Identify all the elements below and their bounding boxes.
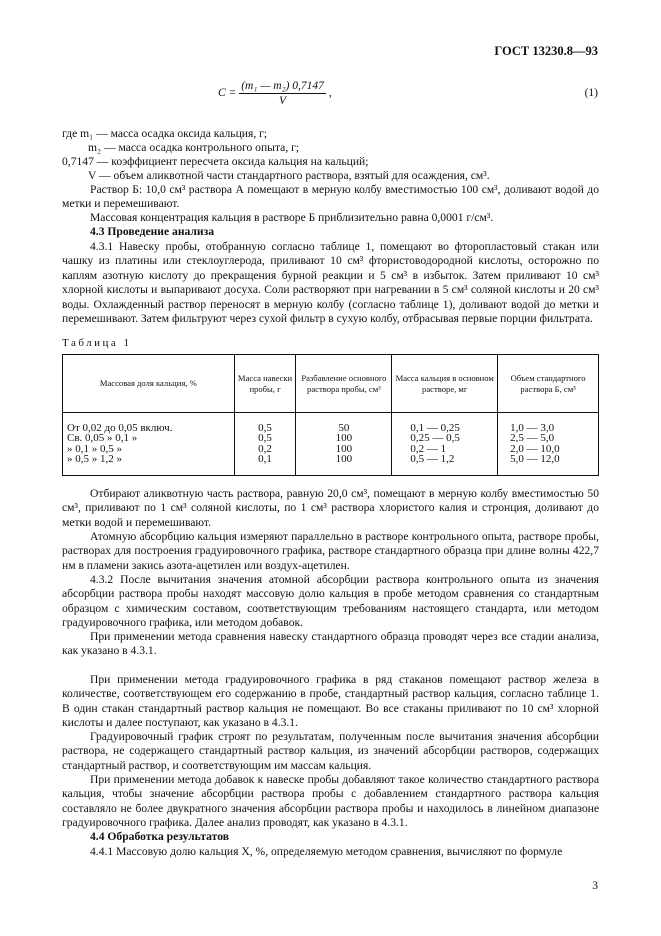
paragraph-4-4-1: 4.4.1 Массовую долю кальция X, %, определяемую методом сравнения, вычисляют по формуле <box>90 845 563 858</box>
paragraph-mass-concentration: Массовая концентрация кальция в растворе Б приблизительно равна 0,0001 г/см³. <box>90 211 494 224</box>
paragraph-comparison-method: При применении метода сравнения навеску стандартного образца проводят через все стадии анализа, как указано в 4.3.1. <box>62 630 599 658</box>
table-cell: 0,5 <box>234 413 296 434</box>
table-row <box>63 413 599 434</box>
formula-lhs: C = <box>218 87 237 100</box>
definition-k: 0,7147 — коэффициент пересчета оксида кальция на кальций; <box>62 155 369 168</box>
section-heading-4-4: 4.4 Обработка результатов <box>90 830 229 843</box>
paragraph-calibration-graph: Градуировочный график строят по результатам, полученным после вычитания значения абсорбции раствора, не содержащего стандартный раствор кальция, из значений абсорбции растворов, содержащих стандартный раствор, и соответствующим им массам кальция. <box>62 730 599 772</box>
table-cell: » 0,5 » 1,2 » <box>63 454 235 475</box>
table-cell: 0,1 <box>234 454 296 475</box>
table-cell: 0,5 <box>234 433 296 443</box>
table-cell: 0,1 — 0,25 <box>392 413 498 434</box>
table-cell: 2,0 — 10,0 <box>498 444 599 454</box>
table-row <box>63 454 599 475</box>
table-cell: 0,5 — 1,2 <box>392 454 498 475</box>
formula-tail: , <box>328 87 332 100</box>
table-cell: 100 <box>296 454 392 475</box>
table-cell: 0,25 — 0,5 <box>392 433 498 443</box>
paragraph-atomic-absorption: Атомную абсорбцию кальция измеряют параллельно в растворе контрольного опыта, растворе пробы, растворах для построения градуировочного графика, растворе стандартного образца при длине волны 422,7 нм в пламени закись азота-ацетилен или воздух-ацетилен. <box>62 530 599 572</box>
table-caption: Таблица 1 <box>62 337 132 349</box>
table-cell: Св. 0,05 » 0,1 » <box>63 433 235 443</box>
table-header-dilution: Разбавление основного раствора пробы, см³ <box>296 355 392 413</box>
paragraph-4-3-1: 4.3.1 Навеску пробы, отобранную согласно таблице 1, помещают во фторопластовый стакан или чашку из платины или стеклоуглерода, приливают 10 см³ фтористоводородной кислоты, осторожно по каплям азотную кислоту до прекращения бурной реакции и 5 см³ в избыток. Затем приливают 10 см³ хлорной кислоты и выпаривают досуха. Соли растворяют при нагревании в 5 см³ соляной кислоты и 20 см³ воды. Охлажденный раствор переносят в мерную колбу (согласно таблице 1), доливают водой до метки и перемешивают. Затем фильтруют через сухой фильтр в сухую колбу, отбрасывая первые порции фильтрата. <box>62 240 599 326</box>
definition-m2: m₂ — масса осадка контрольного опыта, г; <box>88 141 300 154</box>
paragraph-rastvor-b: Раствор Б: 10,0 см³ раствора А помещают в мерную колбу вместимостью 100 см³, доливают водой до метки и перемешивают. <box>62 183 599 211</box>
paragraph-calibration-method: При применении метода градуировочного графика в ряд стаканов помещают раствор железа в количестве, соответствующем его содержанию в пробе, стандартный раствор кальция, согласно таблице 1. В один стакан стандартный раствор кальция не помещают. Во все стаканы приливают по 10 см³ хлорной кислоты и далее поступают, как указано в 4.3.1. <box>62 673 599 730</box>
paragraph-aliquot: Отбирают аликвотную часть раствора, равную 20,0 см³, помещают в мерную колбу вместимостью 50 см³, приливают по 1 см³ соляной кислоты, по 1 см³ раствора хлористого калия и стронция, доливают до метки водой и перемешивают. <box>62 487 599 529</box>
table-cell: 5,0 — 12,0 <box>498 454 599 475</box>
formula-numerator: (m₁ — m₂) 0,7147 <box>241 80 324 92</box>
table-cell: 1,0 — 3,0 <box>498 413 599 434</box>
table-cell: 0,2 — 1 <box>392 444 498 454</box>
table-header-std-volume: Объем стандартного раствора Б, см³ <box>498 355 599 413</box>
table-cell: 50 <box>296 413 392 434</box>
table-cell: 2,5 — 5,0 <box>498 433 599 443</box>
table-cell: » 0,1 » 0,5 » <box>63 444 235 454</box>
formula-denominator: V <box>279 95 287 107</box>
definition-m1: где m₁ — масса осадка оксида кальция, г; <box>62 127 268 140</box>
page-number: 3 <box>592 880 598 892</box>
formula-number: (1) <box>584 87 598 99</box>
table-cell: 100 <box>296 444 392 454</box>
table-header-sample-mass: Масса навески пробы, г <box>234 355 296 413</box>
formula-fraction <box>239 80 326 107</box>
table-cell: 100 <box>296 433 392 443</box>
table-cell: 0,2 <box>234 444 296 454</box>
table-header-ca-mass: Масса кальция в основном растворе, мг <box>392 355 498 413</box>
section-heading-4-3: 4.3 Проведение анализа <box>90 225 215 238</box>
paragraph-additions-method: При применении метода добавок к навеске пробы добавляют такое количество стандартного раствора кальция, чтобы значение абсорбции раствора пробы с добавлением стандартного раствора кальция составляло не более двукратного значения абсорбции раствора пробы и находилось в линейном диапазоне градуировочного графика. Далее анализ проводят, как указано в 4.3.1. <box>62 773 599 830</box>
table-header-ca-fraction: Массовая доля кальция, % <box>63 355 235 413</box>
formula-1 <box>218 80 332 107</box>
document-header: ГОСТ 13230.8—93 <box>494 44 598 58</box>
table-1 <box>62 354 599 476</box>
paragraph-4-3-2: 4.3.2 После вычитания значения атомной абсорбции раствора контрольного опыта из значения абсорбции раствора пробы находят массовую долю кальция в пробе методом сравнения со стандартным образцом с химическим составом, соответствующим требованиям настоящего стандарта, или методом градуировочного графика, или методом добавок. <box>62 573 599 630</box>
definition-v: V — объем аликвотной части стандартного раствора, взятый для осаждения, см³. <box>88 169 490 182</box>
table-cell: От 0,02 до 0,05 включ. <box>63 413 235 434</box>
